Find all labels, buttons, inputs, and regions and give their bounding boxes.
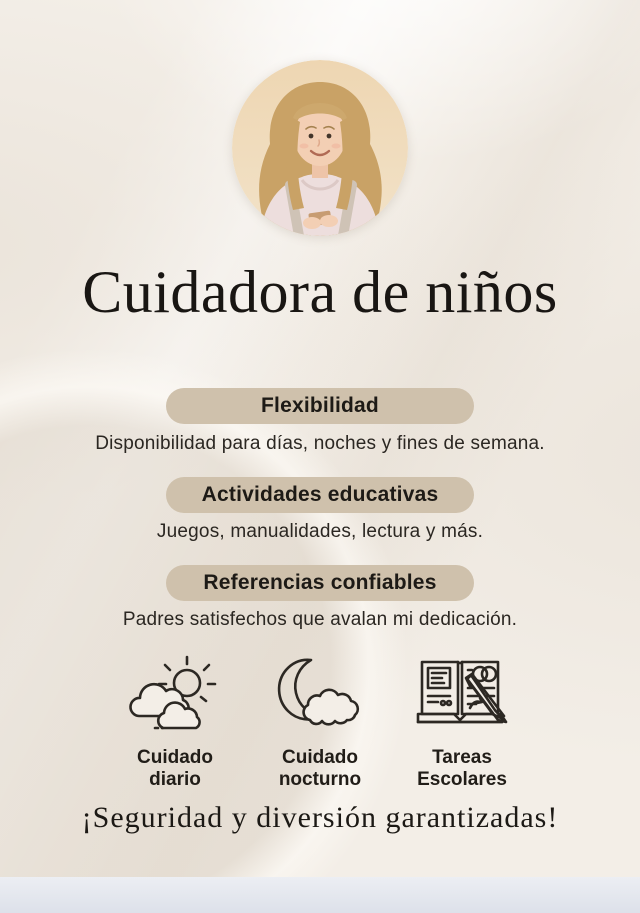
- babysitter-portrait-illustration: [232, 60, 408, 236]
- service-cuidado-diario: [95, 650, 255, 792]
- services-row: [0, 650, 640, 790]
- service-tareas-escolares: [382, 650, 542, 792]
- badge-referencias-confiables: [166, 565, 474, 601]
- service-label: Tareas Escolares: [417, 747, 507, 791]
- service-cuidado-nocturno: [240, 650, 400, 792]
- badge-flexibilidad: [166, 388, 474, 424]
- moon-cloud-icon: [270, 650, 370, 738]
- book-pencil-icon: [410, 650, 514, 738]
- sun-clouds-icon: [125, 650, 225, 738]
- description-referencias: Padres satisfechos que avalan mi dedicación.: [122, 609, 518, 630]
- service-label: Cuidado nocturno: [278, 747, 362, 791]
- page-title: Cuidadora de niños: [82, 259, 558, 325]
- badge-label: Flexibilidad: [261, 394, 379, 417]
- description-actividades: Juegos, manualidades, lectura y más.: [156, 521, 484, 542]
- badge-label: Actividades educativas: [201, 483, 439, 506]
- badge-actividades-educativas: [166, 477, 474, 513]
- tagline: ¡Seguridad y diversión garantizadas!: [81, 801, 559, 834]
- description-flexibilidad: Disponibilidad para días, noches y fines de semana.: [95, 433, 545, 454]
- avatar: [232, 60, 408, 236]
- viewer-background-strip: [0, 877, 640, 913]
- badge-label: Referencias confiables: [203, 571, 437, 594]
- service-label: Cuidado diario: [137, 747, 213, 791]
